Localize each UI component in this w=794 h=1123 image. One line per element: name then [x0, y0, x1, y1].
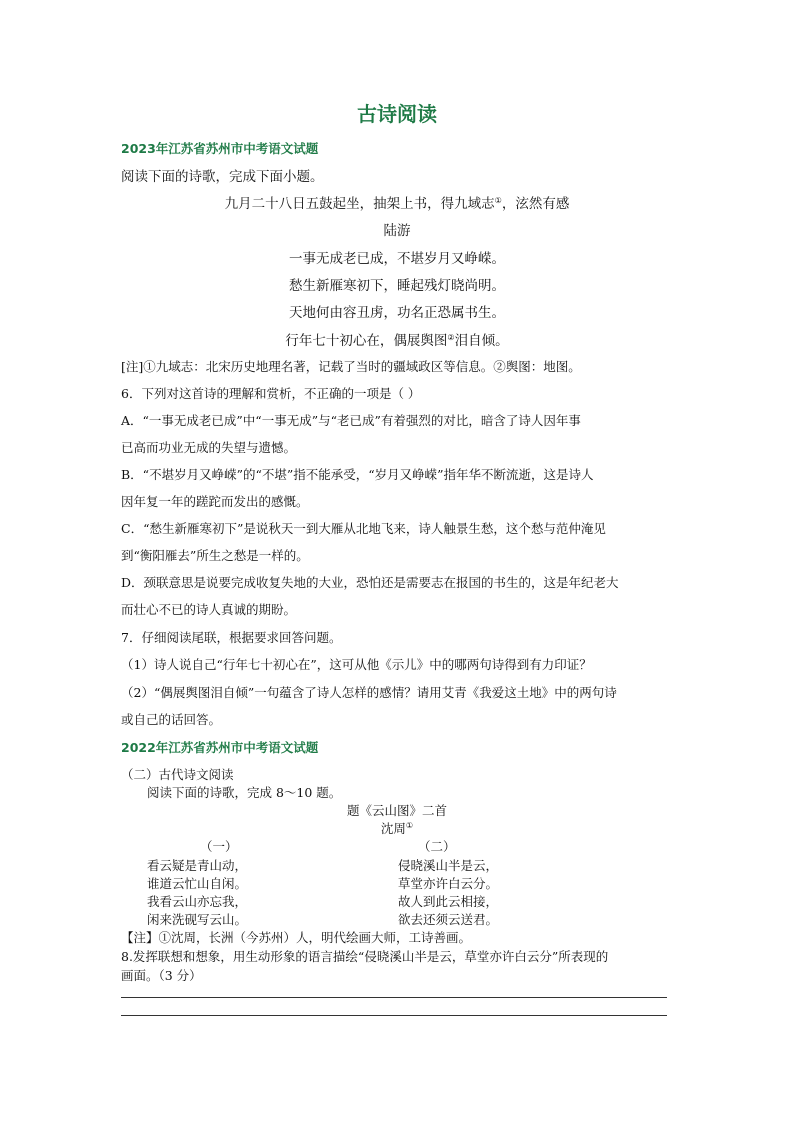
poem2-author: 沈周① [380, 821, 414, 836]
page-title: 古诗阅读 [357, 102, 437, 126]
section2-intro: 阅读下面的诗歌，完成 8～10 题。 [147, 785, 342, 800]
poem1-line: 愁生新雁寒初下，睡起残灯晓尚明。 [289, 278, 505, 294]
poem2-part1-line: 谁道云忙山自闲。 [147, 876, 248, 891]
question-6-option-d: D．颈联意思是说要完成收复失地的大业，恐怕还是需要志在报国的书生的，这是年纪老大 [121, 575, 619, 590]
question-7-part2-cont: 或自己的话回答。 [121, 712, 222, 727]
poem2-part2-line: 欲去还须云送君。 [398, 912, 499, 927]
poem1-line: 行年七十初心在，偶展舆图②泪自倾。 [285, 333, 509, 349]
poem2-part1-label: （一） [200, 839, 238, 854]
poem1-title: 九月二十八日五鼓起坐，抽架上书，得九域志①，泫然有感 [224, 196, 570, 212]
question-6-option-d-cont: 而壮心不已的诗人真诚的期盼。 [121, 602, 297, 617]
poem2-annotation: 【注】①沈周，长洲（今苏州）人，明代绘画大师，工诗善画。 [121, 930, 472, 945]
question-8-stem: 8.发挥联想和想象，用生动形象的语言描绘“侵晓溪山半是云，草堂亦许白云分”所表现的 [121, 949, 609, 964]
poem2-part1-line: 我看云山亦忘我， [147, 894, 248, 909]
question-8-stem-cont: 画面。（3 分） [121, 968, 202, 983]
poem1-annotation: [注]①九域志：北宋历史地理名著，记载了当时的疆域政区等信息。②舆图：地图。 [121, 359, 581, 374]
poem2-part2-line: 故人到此云相接， [398, 894, 499, 909]
poem1-line: 一事无成老已成，不堪岁月又峥嵘。 [289, 251, 505, 267]
poem2-part2-line: 草堂亦许白云分。 [398, 876, 499, 891]
question-6-option-c-cont: 到“衡阳雁去”所生之愁是一样的。 [121, 548, 309, 563]
question-6-stem: 6．下列对这首诗的理解和赏析，不正确的一项是（ ） [121, 386, 421, 401]
section2-heading: （二）古代诗文阅读 [121, 767, 234, 782]
poem2-title: 题《云山图》二首 [346, 803, 447, 818]
poem1-author: 陆游 [383, 223, 411, 239]
question-6-option-a: A．“一事无成老已成”中“一事无成”与“老已成”有着强烈的对比，暗含了诗人因年事 [121, 413, 581, 428]
answer-line[interactable] [121, 997, 667, 998]
question-6-option-b: B．“不堪岁月又峥嵘”的“不堪”指不能承受，“岁月又峥嵘”指年华不断流逝，这是诗人 [121, 467, 594, 482]
poem2-part1-line: 闲来洗砚写云山。 [147, 912, 248, 927]
section2-source: 2022年江苏省苏州市中考语文试题 [121, 740, 319, 755]
poem2-part2-label: （二） [418, 839, 456, 854]
question-6-option-b-cont: 因年复一年的蹉跎而发出的感慨。 [121, 494, 309, 509]
question-6-option-a-cont: 已高而功业无成的失望与遗憾。 [121, 440, 297, 455]
question-6-option-c: C．“愁生新雁寒初下”是说秋天一到大雁从北地飞来，诗人触景生愁，这个愁与范仲淹见 [121, 521, 606, 536]
answer-line[interactable] [121, 1015, 667, 1016]
question-7-part1: （1）诗人说自己“行年七十初心在”，这可从他《示儿》中的哪两句诗得到有力印证？ [121, 657, 592, 672]
poem1-line: 天地何由容丑虏，功名正恐属书生。 [289, 305, 505, 321]
section1-source: 2023年江苏省苏州市中考语文试题 [121, 141, 319, 156]
question-7-stem: 7．仔细阅读尾联，根据要求回答问题。 [121, 630, 342, 645]
poem2-part2-line: 侵晓溪山半是云， [398, 858, 499, 873]
question-7-part2: （2）“偶展舆图泪自倾”一句蕴含了诗人怎样的感情？请用艾青《我爱这土地》中的两句诗 [121, 685, 617, 700]
section1-intro: 阅读下面的诗歌，完成下面小题。 [121, 169, 324, 185]
poem2-part1-line: 看云疑是青山动， [147, 858, 248, 873]
